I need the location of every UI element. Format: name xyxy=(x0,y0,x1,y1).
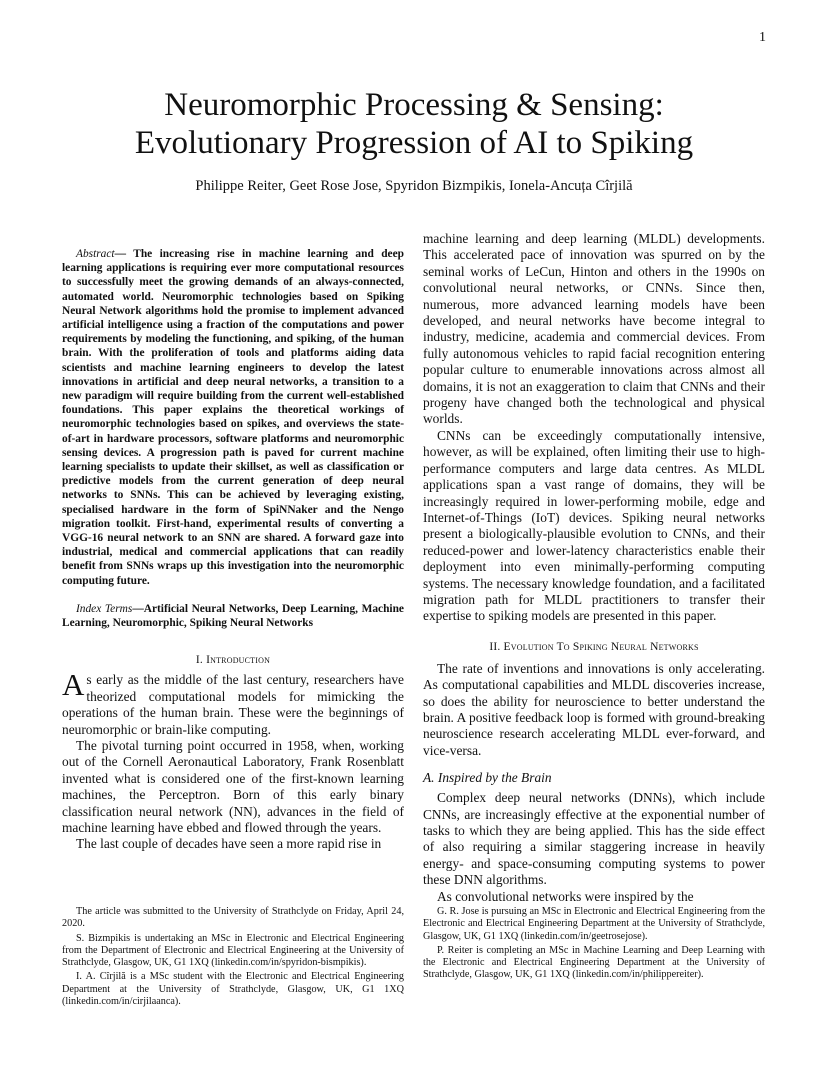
drop-cap: A xyxy=(62,667,85,703)
section-heading-evolution: II. Evolution To Spiking Neural Networks xyxy=(489,640,699,653)
right-paragraph-5: As convolutional networks were inspired by the xyxy=(437,888,694,904)
abstract xyxy=(62,247,404,588)
footnote-jose: G. R. Jose is pursuing an MSc in Electronic and Electrical Engineering from the Electronic and Electrical Engineering Department at the University of Strathclyde, Glasgow, UK, G1 1XQ (linkedin.com/in/geetrosejose). xyxy=(423,906,765,942)
right-paragraph-3: The rate of inventions and innovations is only accelerating. As computational capabilities and MLDL discoveries increase, so does the ability for neuroscience to better understand the brain. A positive feedback loop is formed with ground-breaking neuroscience research accelerating MLDL ever-forward, and vice-versa. xyxy=(423,660,765,758)
abstract-text: — The increasing rise in machine learning and deep learning applications is requiring ever more computational resources to successfully meet the growing demands of an always-connected, automated world. Neuromorphic technologies based on Spiking Neural Network algorithms hold the promise to implement advanced artificial intelligence using a fraction of the computations and power requirements by modeling the functioning, and spiking, of the human brain. With the proliferation of tools and platforms aiding data scientists and machine learning engineers to develop the latest innovations in artificial and deep neural networks, a transition to a new paradigm will require building from the current well-established foundations. This paper explains the theoretical workings of neuromorphic technologies based on spikes, and overviews the state-of-art in hardware processors, software platforms and neuromorphic sensing devices. A progression path is paved for current machine learning specialists to update their skillset, as well as classification or predictive models from the current generation of deep neural networks to SNNs. This can be achieved by leveraging existing, specialised hardware in the form of SpiNNaker and the Nengo migration toolkit. First-hand, experimental results of converting a VGG-16 neural network to an SNN are shared. A forward gaze into industrial, medical and commercial applications that can readily benefit from SNNs wraps up this investigation into the neuromorphic computing future. xyxy=(62,248,404,587)
footnote-cirjila: I. A. Cîrjilă is a MSc student with the Electronic and Electrical Engineering Department at the University of Strathclyde, Glasgow, UK, G1 1XQ (linkedin.com/in/cirjilaanca). xyxy=(62,971,404,1008)
title-line-1: Neuromorphic Processing & Sensing: xyxy=(164,87,664,123)
introduction-body xyxy=(62,667,404,852)
intro-paragraph-2: The pivotal turning point occurred in 1958, when, working out of the Cornell Aeronautical Laboratory, Frank Rosenblatt invented what is considered one of the first-known learning machines, the Perceptron. Born of this early binary classification neural network (NN), advances in the field of machine learning have ebbed and flowed through the years. xyxy=(62,737,404,835)
author-list: Philippe Reiter, Geet Rose Jose, Spyridon Bizmpikis, Ionela-Ancuța Cîrjilă xyxy=(195,178,633,194)
right-paragraph-1: machine learning and deep learning (MLDL) developments. This accelerated pace of innovation was spurred on by the seminal works of LeCun, Hinton and others in the 1990s on convolutional neural networks, or CNNs. Since then, numerous, more advanced learning models have been developed, and neural networks have become integral to industry, medicine, academia and commercial devices. From fully autonomous vehicles to rapid facial recognition entering popular culture to enumerable innovations across almost all domains, it is not an exaggeration to claim that CNNs and their progeny have changed both the technological and physical worlds. xyxy=(423,231,765,427)
footnotes-right xyxy=(423,906,765,984)
title-line-2: Evolutionary Progression of AI to Spiking xyxy=(134,125,694,161)
section-heading-introduction: I. Introduction xyxy=(195,654,271,667)
intro-paragraph-3: The last couple of decades have seen a more rapid rise in xyxy=(76,836,382,852)
page-number: 1 xyxy=(759,30,766,45)
abstract-label: Abstract xyxy=(76,248,115,260)
left-column xyxy=(62,247,404,853)
paper-title xyxy=(60,86,768,162)
footnote-reiter: P. Reiter is completing an MSc in Machine Learning and Deep Learning with the Electronic and Electrical Engineering Department at the University of Strathclyde, Glasgow, UK, G1 1XQ (linkedin.com/in/philippereiter). xyxy=(423,944,765,981)
intro-paragraph-1 xyxy=(62,667,404,738)
index-terms-label: Index Terms xyxy=(76,602,133,615)
footnote-bizmpikis: S. Bizmpikis is undertaking an MSc in Electronic and Electrical Engineering from the Department of Electronic and Electrical Engineering at the University of Strathclyde, Glasgow, UK, G1 1XQ (linkedin.com/in/spyridon-bismpikis). xyxy=(62,932,404,969)
right-column xyxy=(423,231,765,905)
index-terms-text: —Artificial Neural Networks, Deep Learning, Machine Learning, Neuromorphic, Spiking Neural Networks xyxy=(62,602,404,630)
right-paragraph-4: Complex deep neural networks (DNNs), which include CNNs, are increasingly effective at the exponential number of tasks to which they are being applied. This has the side effect of also requiring a similar staggering increase in heavily energy- and space-consuming computing systems to power these DNN algorithms. xyxy=(423,790,765,888)
footnote-submission: The article was submitted to the University of Strathclyde on Friday, April 24, 2020. xyxy=(62,906,404,930)
subsection-heading-inspired: A. Inspired by the Brain xyxy=(423,770,552,786)
right-paragraph-2: CNNs can be exceedingly computationally intensive, however, as will be explained, often limiting their use to high-performance computers and large data centres. As MLDL applications span a vast range of domains, they will be increasingly required in lower-performing mobile, edge and Internet-of-Things (IoT) devices. Spiking neural networks present a biologically-plausible evolution to CNNs, and their reduced-power and lower-latency characteristics enable their deployment into even minimally-performing computing systems. The necessary knowledge foundation, and a facilitated migration path for MLDL practitioners to transfer their expertise to spiking models are presented in this paper. xyxy=(423,427,765,624)
footnotes-left xyxy=(62,906,404,1010)
intro-paragraph-1-text: s early as the middle of the last century, researchers have theorized computational models for mimicking the operations of the human brain. These were the beginnings of neuromorphic or brain-like computing. xyxy=(62,672,404,737)
index-terms xyxy=(62,602,404,630)
